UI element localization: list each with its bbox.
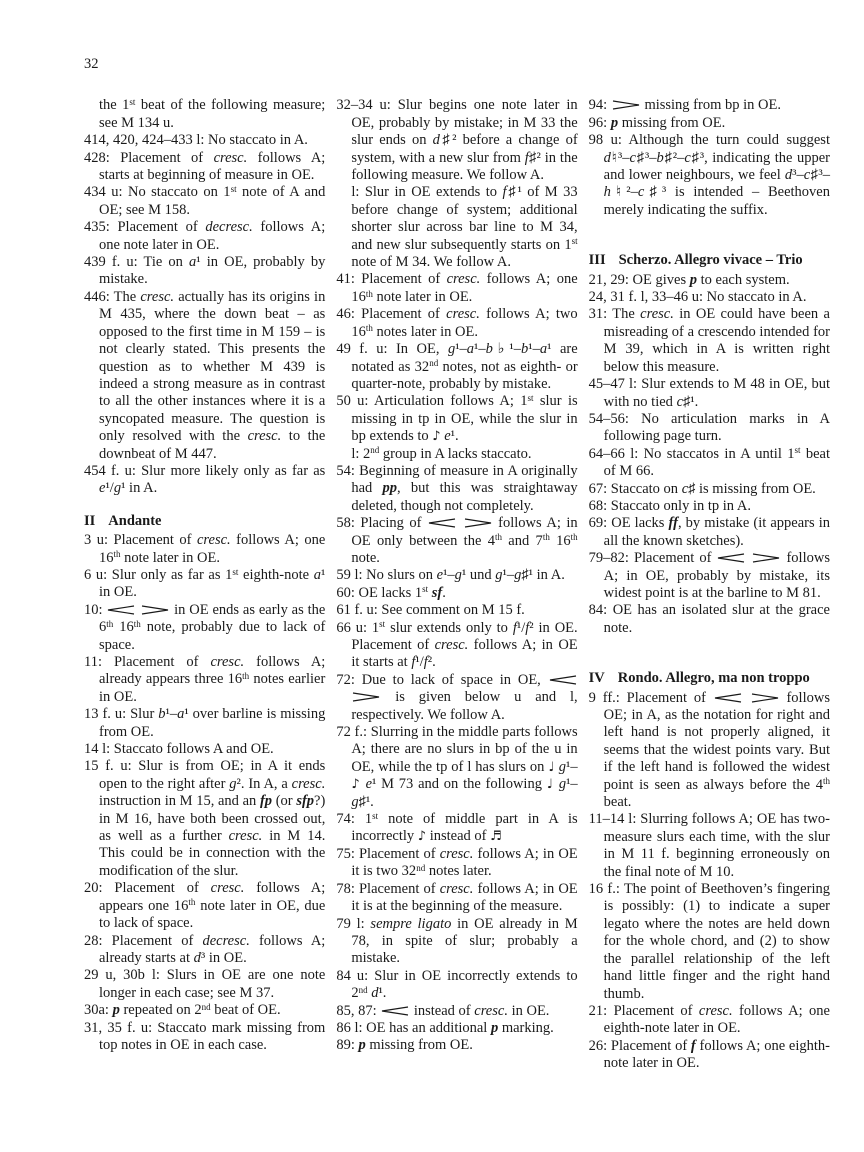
dynamic-marking: p [689,271,697,288]
commentary-entry: 58: Placing of follows A; in OE only between the 4th and 7th 16th note. [336,515,578,566]
crescendo-hairpin-icon [717,553,745,563]
section-title: Scherzo. Allegro vivace – Trio [618,252,803,269]
dynamic-marking: pp [382,480,397,497]
commentary-entry: 446: The cresc. actually has its origins in M 435, where the down beat – as opposed to the first time in M 159 – is not clearly stated. This presents the question as to whether M 439 is indeed a strong measure as in contrast to all the other instances where it is a syncopated measure. The question is only resolved with the cresc. to the downbeat of M 447. [84,288,326,462]
commentary-entry: 11–14 l: Slurring follows A; OE has two-measure slurs each time, with the slur in M 11 f. beginning erroneously on the final note of M 10. [588,811,830,880]
commentary-entry: 16 f.: The point of Beethoven’s fingering is possibly: (1) to indicate a super legato where the notes are held down for the whole chord, and (2) to show the parallel relationship of the left hand little finger and the right hand thumb. [588,881,830,1002]
dynamic-marking: p [112,1002,120,1019]
crescendo-hairpin-icon [428,518,456,528]
commentary-entry: 434 u: No staccato on 1st note of A and OE; see M 158. [84,184,326,218]
dynamic-marking: sfp [296,793,315,810]
dynamic-marking: fp [259,793,273,810]
commentary-entry: 14 l: Staccato follows A and OE. [84,741,274,758]
eighth-note-icon: ♪ [351,777,361,793]
commentary-entry: 86 l: OE has an additional p marking. [336,1019,554,1036]
commentary-columns [84,97,830,1072]
commentary-entry: 15 f. u: Slur is from OE; in A it ends open to the right after g². In A, a cresc. instruction in M 15, and an fp (or sfp?) in M 16, have both been crossed out, as well as a further cresc. in M 14. This could be in connection with the modification of the slur. [84,758,326,879]
commentary-entry: 50 u: Articulation follows A; 1st slur is missing in tp in OE, while the slur in bp extends to ♪ e¹. l: 2nd group in A lacks staccato. [336,393,578,462]
crescendo-hairpin-icon [549,675,577,685]
commentary-entry: 54–56: No articulation marks in A following page turn. [588,410,830,445]
commentary-entry: 26: Placement of f follows A; one eighth-note later in OE. [588,1037,830,1072]
commentary-entry: 29 u, 30b l: Slurs in OE are one note longer in each case; see M 37. [84,967,326,1001]
commentary-continuation: the 1st beat of the following measure; see M 134 u. [99,97,326,131]
commentary-entry: 60: OE lacks 1st sf. [336,584,446,601]
column-3 [589,97,830,1072]
commentary-entry: 89: p missing from OE. [336,1037,473,1054]
commentary-entry: 30a: p repeated on 2nd beat of OE. [84,1001,281,1019]
commentary-entry: 72: Due to lack of space in OE, is given below u and l, respectively. We follow A. [336,671,578,723]
commentary-entry: 21: Placement of cresc. follows A; one eighth-note later in OE. [588,1002,830,1037]
commentary-entry: 59 l: No slurs on e¹–g¹ und g¹–g♯¹ in A. [336,567,565,584]
section-numeral: II [84,512,96,529]
commentary-entry: 31: The cresc. in OE could have been a misreading of a crescendo intended for M 39, which in A is written right below this measure. [588,306,830,375]
dynamic-marking: f [690,1037,696,1054]
commentary-entry: 24, 31 f. l, 33–46 u: No staccato in A. [588,289,807,306]
commentary-entry: 439 f. u: Tie on a¹ in OE, probably by mistake. [84,254,326,288]
eighth-note-icon: ♪ [432,429,441,445]
commentary-entry: 64–66 l: No staccatos in A until 1st beat of M 66. [588,445,830,480]
commentary-entry: 41: Placement of cresc. follows A; one 16th note later in OE. [336,271,578,305]
commentary-entry: 31, 35 f. u: Staccato mark missing from top notes in OE in each case. [84,1019,326,1053]
section-heading [84,513,325,530]
decrescendo-hairpin-icon [751,693,779,703]
commentary-entry: 21, 29: OE gives p to each system. [588,271,790,288]
sixteenth-note-icon: ♬ [490,829,502,845]
crescendo-hairpin-icon [714,693,742,703]
section-numeral: III [588,252,606,269]
commentary-entry: 6 u: Slur only as far as 1st eighth-note a¹ in OE. [84,566,326,601]
commentary-entry: 94: missing from bp in OE. [588,97,781,114]
commentary-entry: 61 f. u: See comment on M 15 f. [336,602,525,619]
commentary-entry: 46: Placement of cresc. follows A; two 16th notes later in OE. [336,306,578,340]
eighth-note-icon: ♪ [417,829,427,845]
dynamic-marking: p [610,114,619,131]
page-number: 32 [84,56,99,72]
dynamic-marking: ff [668,515,678,532]
commentary-entry: 67: Staccato on c♯ is missing from OE. [588,480,816,497]
crescendo-hairpin-icon [381,1006,409,1016]
commentary-entry: 9 ff.: Placement of follows OE; in A, as the notation for right and left hand is not properly aligned, it seems that the widest points vary. But if the left hand is followed the widest point is seen as always before the 4th beat. [588,689,830,811]
section-title: Andante [108,512,162,529]
commentary-entry: 84: OE has an isolated slur at the grace note. [588,602,830,636]
commentary-entry: 98 u: Although the turn could suggest d♮³–c♯³–b♯²–c♯³, indicating the upper and lower neighbours, we feel d³–c♯³–h♮²–c♯³ is intended – Beethoven merely indicating the suffix. [588,132,830,218]
commentary-entry: 74: 1st note of middle part in A is incorrectly ♪ instead of ♬ [336,810,578,845]
section-heading [589,252,830,269]
quarter-note-icon: ♩ [548,759,555,775]
decrescendo-hairpin-icon [612,100,640,110]
decrescendo-hairpin-icon [752,553,780,563]
decrescendo-hairpin-icon [352,692,380,702]
commentary-entry: 28: Placement of decresc. follows A; already starts at d³ in OE. [84,932,326,966]
column-2 [336,97,577,1054]
commentary-entry: 45–47 l: Slur extends to M 48 in OE, but with no tied c♯¹. [588,376,830,410]
commentary-entry: 72 f.: Slurring in the middle parts follows A; there are no slurs in bp of the u in OE, while the tp of l has slurs on ♩ g¹–♪ e¹ M 73 and on the following ♩ g¹–g♯¹. [336,724,578,810]
commentary-entry: 68: Staccato only in tp in A. [588,497,751,514]
section-title: Rondo. Allegro, ma non troppo [617,670,810,687]
commentary-entry: 75: Placement of cresc. follows A; in OE it is two 32nd notes later. [336,845,578,880]
commentary-entry: 84 u: Slur in OE incorrectly extends to 2nd d¹. [336,967,578,1002]
crescendo-hairpin-icon [107,605,135,615]
commentary-entry: 96: p missing from OE. [588,114,726,131]
commentary-entry: 13 f. u: Slur b¹–a¹ over barline is missing from OE. [84,706,326,740]
commentary-entry: 454 f. u: Slur more likely only as far as e¹/g¹ in A. [84,462,326,497]
dynamic-marking: sf [431,584,443,601]
section-heading [589,670,830,687]
commentary-entry: 85, 87: instead of cresc. in OE. [336,1002,550,1019]
decrescendo-hairpin-icon [141,605,169,615]
decrescendo-hairpin-icon [464,518,492,528]
commentary-entry: 414, 420, 424–433 l: No staccato in A. [84,132,308,149]
column-1 [84,97,325,1054]
commentary-entry: 79–82: Placement of follows A; in OE, probably by mistake, its widest point is at the barline to M 81. [588,550,830,601]
commentary-entry: 49 f. u: In OE, g¹–a¹–b♭¹–b¹–a¹ are notated as 32nd notes, not as eighth- or quarter-note, probably by mistake. [336,341,578,392]
quarter-note-icon: ♩ [546,777,555,793]
commentary-entry: 20: Placement of cresc. follows A; appears one 16th note later in OE, due to lack of space. [84,880,326,932]
dynamic-marking: p [358,1037,366,1054]
commentary-entry: 78: Placement of cresc. follows A; in OE it is at the beginning of the measure. [336,880,578,915]
section-numeral: IV [588,670,605,687]
commentary-entry: 10: in OE ends as early as the 6th 16th note, probably due to lack of space. [84,601,326,653]
commentary-entry: 11: Placement of cresc. follows A; already appears three 16th notes earlier in OE. [84,654,326,705]
commentary-entry: 428: Placement of cresc. follows A; starts at beginning of measure in OE. [84,149,326,184]
commentary-entry: 79 l: sempre ligato in OE already in M 78, in spite of slur; probably a mistake. [336,915,578,967]
dynamic-marking: p [490,1019,499,1036]
commentary-entry: 66 u: 1st slur extends only to f¹/f² in OE. Placement of cresc. follows A; in OE it starts at f¹/f². [336,619,578,671]
commentary-entry: 69: OE lacks ff, by mistake (it appears in all the known sketches). [588,515,830,549]
commentary-entry: 3 u: Placement of cresc. follows A; one 16th note later in OE. [84,532,326,566]
commentary-entry: 435: Placement of decresc. follows A; one note later in OE. [84,219,326,253]
commentary-entry: 32–34 u: Slur begins one note later in OE, probably by mistake; in M 33 the slur ends on d♯² before a change of system, with a new slur from f♯² in the following measure. We follow A. l: Slur in OE extends to f♯¹ of M 33 before change of system; additional shorter slur across bar line to M 34, and new slur subsequently starts on 1st note of M 34. We follow A. [336,97,578,271]
commentary-entry: 54: Beginning of measure in A originally had pp, but this was straightaway deleted, though not completely. [336,462,578,514]
